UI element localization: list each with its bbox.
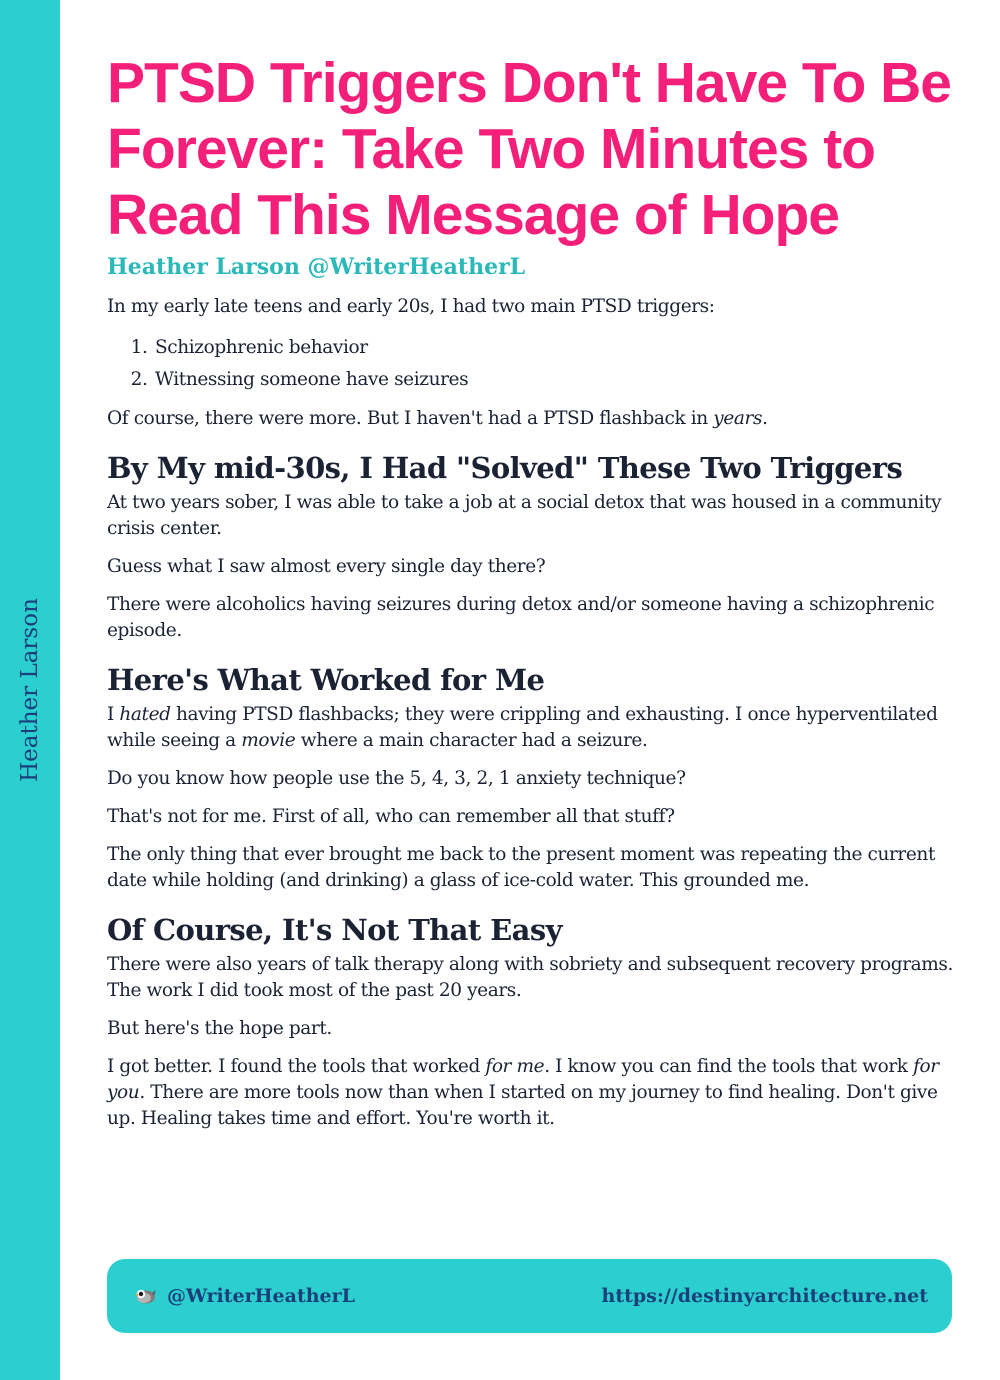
emphasis: hated [119, 704, 171, 725]
list-item: 1. Schizophrenic behavior [153, 332, 955, 364]
paragraph: Do you know how people use the 5, 4, 3, 2, 1 anxiety technique? [107, 768, 686, 789]
emphasis: movie [241, 730, 296, 751]
text-run: I [107, 704, 120, 725]
text-run: I got better. I found the tools that worked [107, 1056, 486, 1077]
paragraph: At two years sober, I was able to take a job at a social detox that was housed in a community crisis center. [107, 492, 942, 539]
footer-social[interactable] [133, 1285, 355, 1307]
bird-icon [133, 1287, 157, 1305]
article-byline: Heather Larson @WriterHeatherL [107, 254, 526, 280]
intro-followup-paragraph [107, 406, 955, 432]
section-heading-not-easy: Of Course, It's Not That Easy [107, 913, 562, 947]
paragraph: The only thing that ever brought me back to the present moment was repeating the current date while holding (and drinking) a glass of ice-cold water. This grounded me. [107, 844, 935, 891]
section-heading-solved: By My mid-30s, I Had "Solved" These Two Triggers [107, 451, 903, 485]
trigger-list [107, 332, 955, 396]
text-run: . I know you can find the tools that work [544, 1056, 914, 1077]
footer-handle[interactable]: @WriterHeatherL [167, 1285, 355, 1307]
footer-website-link[interactable]: https://destinyarchitecture.net [601, 1285, 928, 1307]
paragraph [107, 1054, 955, 1132]
paragraph: That's not for me. First of all, who can remember all that stuff? [107, 806, 675, 827]
section-heading-what-worked: Here's What Worked for Me [107, 663, 545, 697]
footer-banner [107, 1259, 952, 1333]
text-run: Of course, there were more. But I haven't had a PTSD flashback in [107, 408, 714, 429]
text-run: where a main character had a seizure. [295, 730, 648, 751]
article-title: PTSD Triggers Don't Have To Be Forever: Take Two Minutes to Read This Message of Hope [107, 51, 951, 247]
emphasis: for you [107, 1056, 939, 1103]
emphasis: years [713, 408, 763, 429]
list-item: 2. Witnessing someone have seizures [153, 364, 955, 396]
article [107, 50, 955, 1144]
sidebar-author-name: Heather Larson [17, 598, 43, 782]
paragraph: But here's the hope part. [107, 1018, 332, 1039]
paragraph: Guess what I saw almost every single day there? [107, 556, 546, 577]
intro-paragraph: In my early late teens and early 20s, I had two main PTSD triggers: [107, 296, 715, 317]
paragraph [107, 702, 955, 754]
text-run: . There are more tools now than when I started on my journey to find healing. Don't give up. Healing takes time and effort. You're worth it. [107, 1082, 938, 1129]
sidebar [0, 0, 60, 1380]
text-run: . [762, 408, 768, 429]
paragraph: There were also years of talk therapy along with sobriety and subsequent recovery programs. The work I did took most of the past 20 years. [107, 954, 953, 1001]
emphasis: for me [485, 1056, 545, 1077]
paragraph: There were alcoholics having seizures during detox and/or someone having a schizophrenic episode. [107, 594, 935, 641]
text-run: having PTSD flashbacks; they were crippling and exhausting. I once hyperventilated while seeing a [107, 704, 938, 751]
